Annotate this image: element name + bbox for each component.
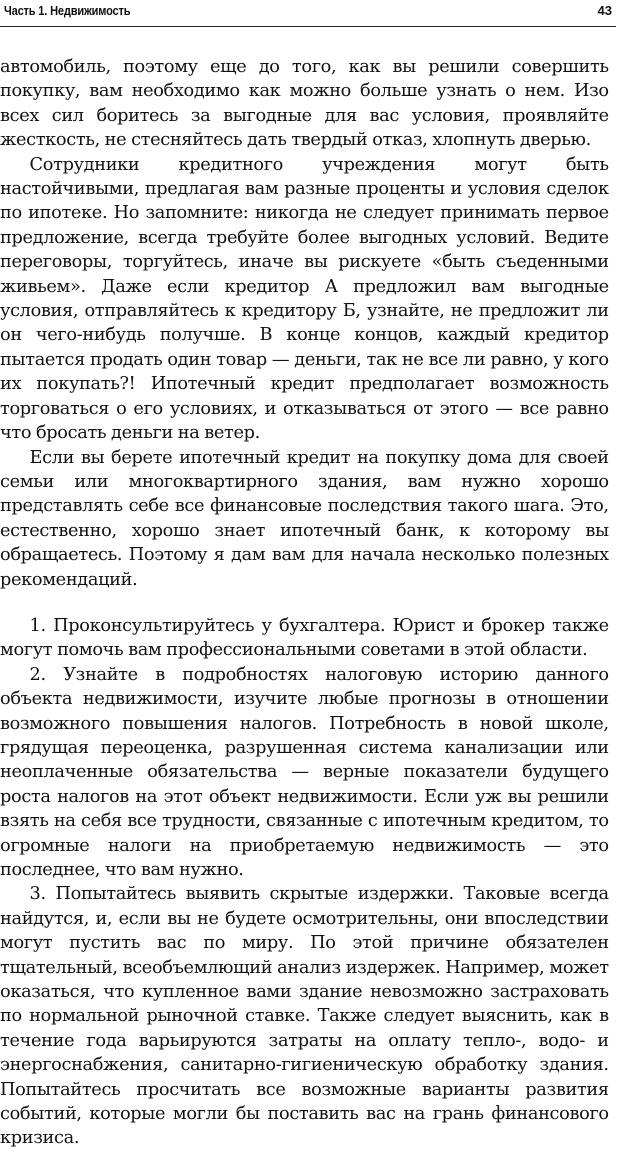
paragraph-continuation: автомобиль, поэтому еще до того, как вы решили совершить покупку, вам необходимо как можно больше узнать о нем. Изо всех сил боритесь за выгодные для вас условия, проявляйте жесткость, не стесняйтесь дать твердый отказ, хлопнуть дверью.	[0, 56, 609, 151]
page-number: 43	[597, 3, 612, 18]
list-item-accountant: 1. Проконсультируйтесь у бухгалтера. Юрист и брокер также могут помочь вам профессиональными советами в этой области.	[0, 614, 609, 661]
chapter-title: Часть 1. Недвижимость	[4, 3, 131, 18]
paragraph-mortgage-intro: Если вы берете ипотечный кредит на покупку дома для своей семьи или многоквартирного здания, вам нужно хорошо представлять себе все финансовые последствия такого шага. Это, естественно, хорошо знает ипотечный банк, к которому вы обращаетесь. Поэтому я дам вам для начала несколько полезных рекомендаций.	[0, 446, 609, 590]
list-item-tax-history: 2. Узнайте в подробностях налоговую историю данного объекта недвижимости, изучите любые прогнозы в отношении возможного повышения налогов. Потребность в новой школе, грядущая переоценка, разрушенная система канализации или неоплаченные обязательства — верные показатели будущего роста налогов на этот объект недвижимости. Если уж вы решили взять на себя все трудности, связанные с ипотечным кредитом, то огромные налоги на приобретаемую недвижимость — это последнее, что вам нужно.	[0, 663, 609, 880]
page-header	[0, 0, 616, 27]
section-gap	[0, 592, 620, 614]
page-body	[0, 55, 620, 1151]
list-item-hidden-costs: 3. Попытайтесь выявить скрытые издержки. Таковые всегда найдутся, и, если вы не будете осмотрительны, они впоследствии могут пустить вас по миру. По этой причине обязателен тщательный, всеобъемлющий анализ издержек. Например, может оказаться, что купленное вами здание невозможно застраховать по нормальной рыночной ставке. Также следует выяснить, как в течение года варьируются затраты на оплату тепло-, водо- и энергоснабжения, санитарно-гигиеническую обработку здания. Попытайтесь просчитать все возможные варианты развития событий, которые могли бы поставить вас на грань финансового кризиса.	[0, 883, 609, 1149]
paragraph-lenders: Сотрудники кредитного учреждения могут быть настойчивыми, предлагая вам разные проценты и условия сделок по ипотеке. Но запомните: никогда не следует принимать первое предложение, всегда требуйте более выгодных условий. Ведите переговоры, торгуйтесь, иначе вы рискуете «быть съеденными живьем». Даже если кредитор А предложил вам выгодные условия, отправляйтесь к кредитору Б, узнайте, не предложит ли он чего-нибудь получше. В конце концов, каждый кредитор пытается продать один товар — деньги, так не все ли равно, у кого их покупать?! Ипотечный кредит предполагает возможность торговаться о его условиях, и отказываться от этого — все равно что бросать деньги на ветер.	[0, 153, 609, 444]
